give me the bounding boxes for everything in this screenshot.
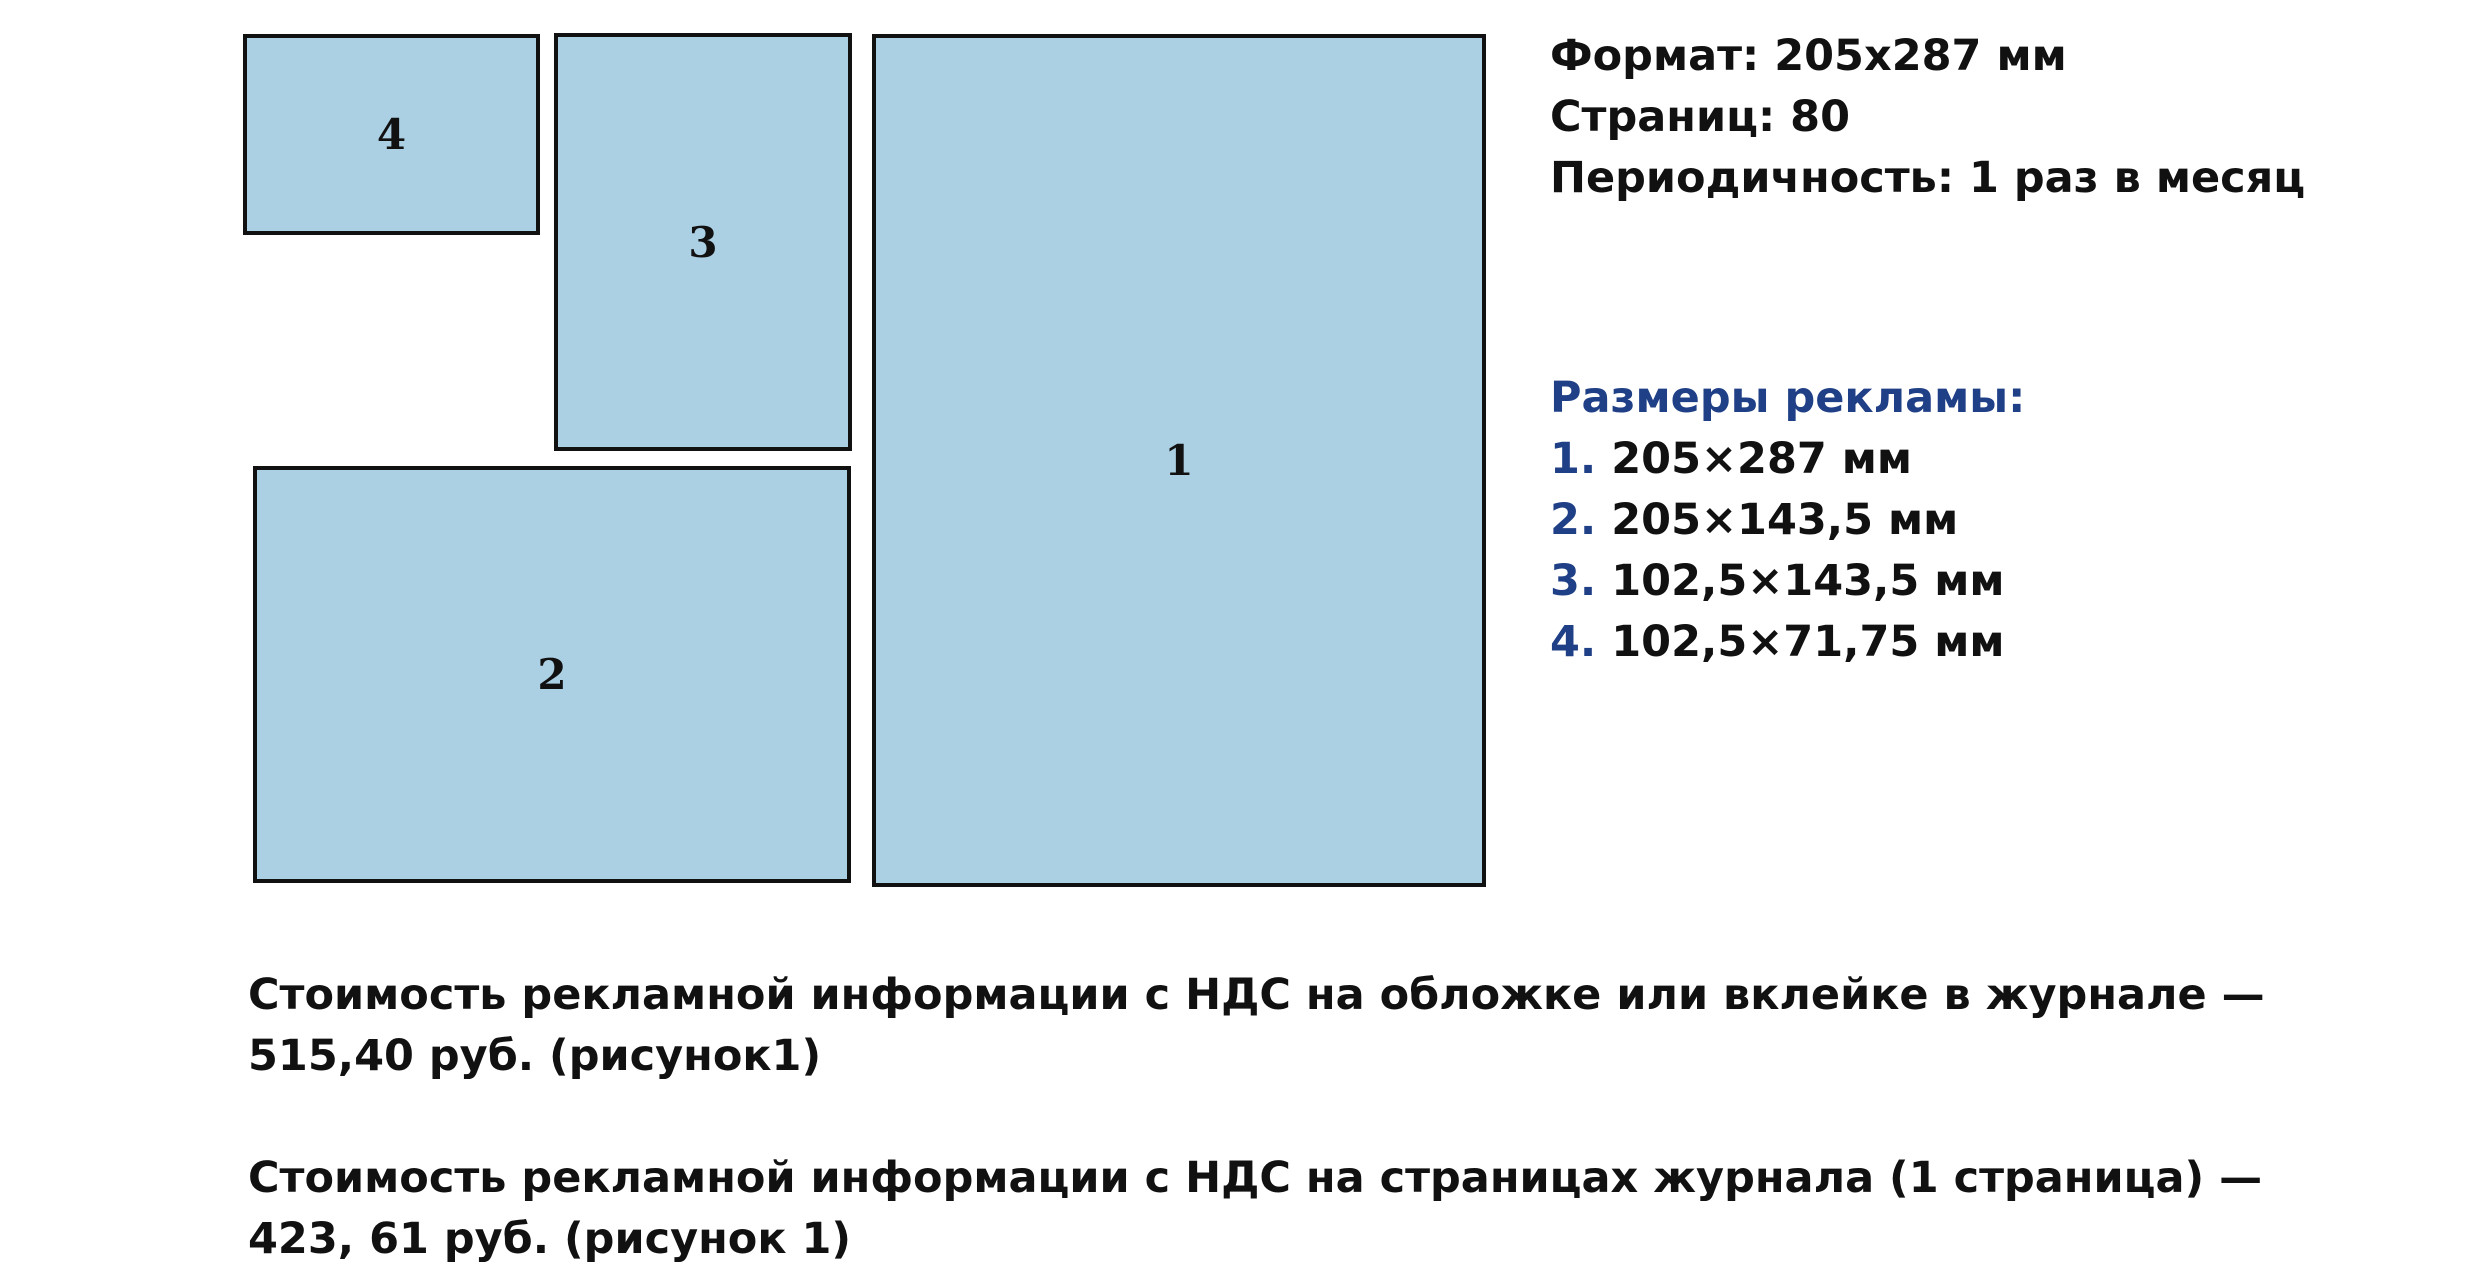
ad-size-box-3 [554,33,852,451]
ad-sizes-list [1550,368,2025,673]
ad-sizes-title: Размеры рекламы: [1550,373,2026,423]
page-price-line-1: Стоимость рекламной информации с НДС на страницах журнала (1 страница) — [248,1153,2263,1203]
size-item-value: 102,5×71,75 мм [1611,617,2005,667]
size-item-number: 4. [1550,617,1597,667]
page-price-line-2: 423, 61 руб. (рисунок 1) [248,1214,852,1264]
size-item-number: 3. [1550,556,1597,606]
size-item [1550,429,2025,490]
size-item-value: 102,5×143,5 мм [1611,556,2005,606]
box-4-label: 4 [376,110,407,159]
size-item-value: 205×143,5 мм [1611,495,1959,545]
size-item-number: 1. [1550,434,1597,484]
size-item-value: 205×287 мм [1611,434,1913,484]
cover-price-line-2: 515,40 руб. (рисунок1) [248,1031,822,1081]
ad-size-box-4 [243,34,540,235]
ad-size-box-1 [872,34,1486,887]
box-3-label: 3 [688,217,718,267]
magazine-info [1550,26,2305,209]
pages-line: Страниц: 80 [1550,92,1850,142]
ad-size-box-2 [253,466,851,883]
format-line: Формат: 205х287 мм [1550,31,2067,81]
page-price-text [248,1148,2262,1270]
size-item [1550,612,2025,673]
periodicity-line: Периодичность: 1 раз в месяц [1550,153,2306,203]
box-2-label: 2 [537,650,567,699]
cover-price-line-1: Стоимость рекламной информации с НДС на обложке или вклейке в журнале — [248,970,2265,1020]
box-1-label: 1 [1164,436,1194,485]
cover-price-text [248,965,2265,1087]
size-item [1550,551,2025,612]
size-item [1550,490,2025,551]
size-item-number: 2. [1550,495,1597,545]
